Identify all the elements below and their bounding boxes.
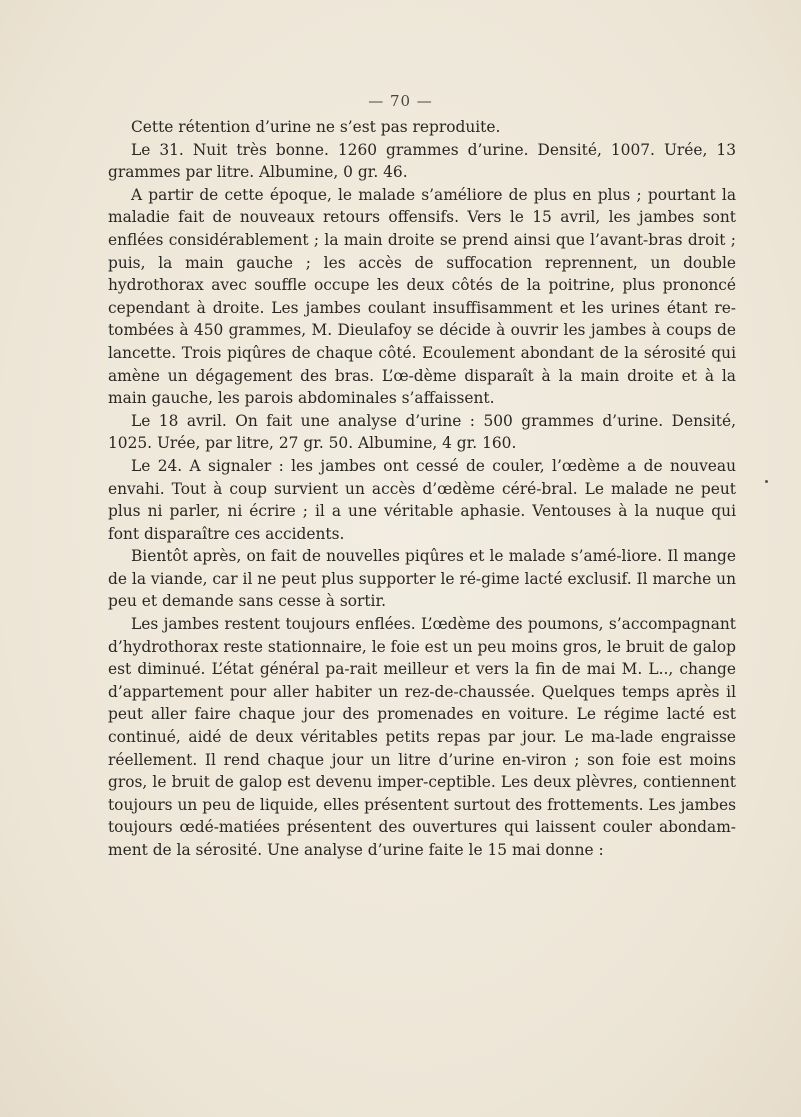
page-number: — 70 — [368,92,433,110]
paragraph: Le 31. Nuit très bonne. 1260 grammes d’urine. Densité, 1007. Urée, 13 grammes par litre. Albumine, 0 gr. 46. [108,140,736,182]
paragraph: Le 24. A signaler : les jambes ont cessé de couler, l’œdème a de nouveau envahi. Tout à coup survient un accès d’œdème céré-bral. Le malade ne peut plus ni parler, ni écrire ; il a une véritable aphasie. Ventouses à la nuque qui font disparaître ces accidents. [108,456,736,543]
paragraph: Le 18 avril. On fait une analyse d’urine : 500 grammes d’urine. Densité, 1025. Urée, par litre, 27 gr. 50. Albumine, 4 gr. 160. [108,411,736,453]
paragraph: Les jambes restent toujours enflées. L’œdème des poumons, s’accompagnant d’hydrothorax reste stationnaire, le foie est un peu moins gros, le bruit de galop est diminué. L’état général pa-rait meilleur et vers la fin de mai M. L.., change d’appartement pour aller habiter un rez-de-chaussée. Quelques temps après il peut aller faire chaque jour des promenades en voiture. Le régime lacté est continué, aidé de deux véritables petits repas par jour. Le ma-lade engraisse réellement. Il rend chaque jour un litre d’urine en-viron ; son foie est moins gros, le bruit de galop est devenu imper-ceptible. Les deux plèvres, contiennent toujours un peu de liquide, elles présentent surtout des frottements. Les jambes toujours œdé-matiées présentent des ouvertures qui laissent couler abondam-ment de la sérosité. Une analyse d’urine faite le 15 mai donne : [108,615,736,859]
paragraph: Bientôt après, on fait de nouvelles piqûres et le malade s’amé-liore. Il mange de la viande, car il ne peut plus supporter le ré-gime lacté exclusif. Il marche un peu et demande sans cesse à sortir. [108,547,736,611]
ink-speck [765,480,768,483]
body-text [108,116,736,862]
paragraph: Cette rétention d’urine ne s’est pas reproduite. [131,118,501,136]
paragraph: A partir de cette époque, le malade s’améliore de plus en plus ; pourtant la maladie fait de nouveaux retours offensifs. Vers le 15 avril, les jambes sont enflées considérablement ; la main droite se prend ainsi que l’avant-bras droit ; puis, la main gauche ; les accès de suffocation reprennent, un double hydrothorax avec souffle occupe les deux côtés de la poitrine, plus prononcé cependant à droite. Les jambes coulant insuffisamment et les urines étant re-tombées à 450 grammes, M. Dieulafoy se décide à ouvrir les jambes à coups de lancette. Trois piqûres de chaque côté. Ecoulement abondant de la sérosité qui amène un dégagement des bras. L’œ-dème disparaît à la main droite et à la main gauche, les parois abdominales s’affaissent. [108,185,736,408]
